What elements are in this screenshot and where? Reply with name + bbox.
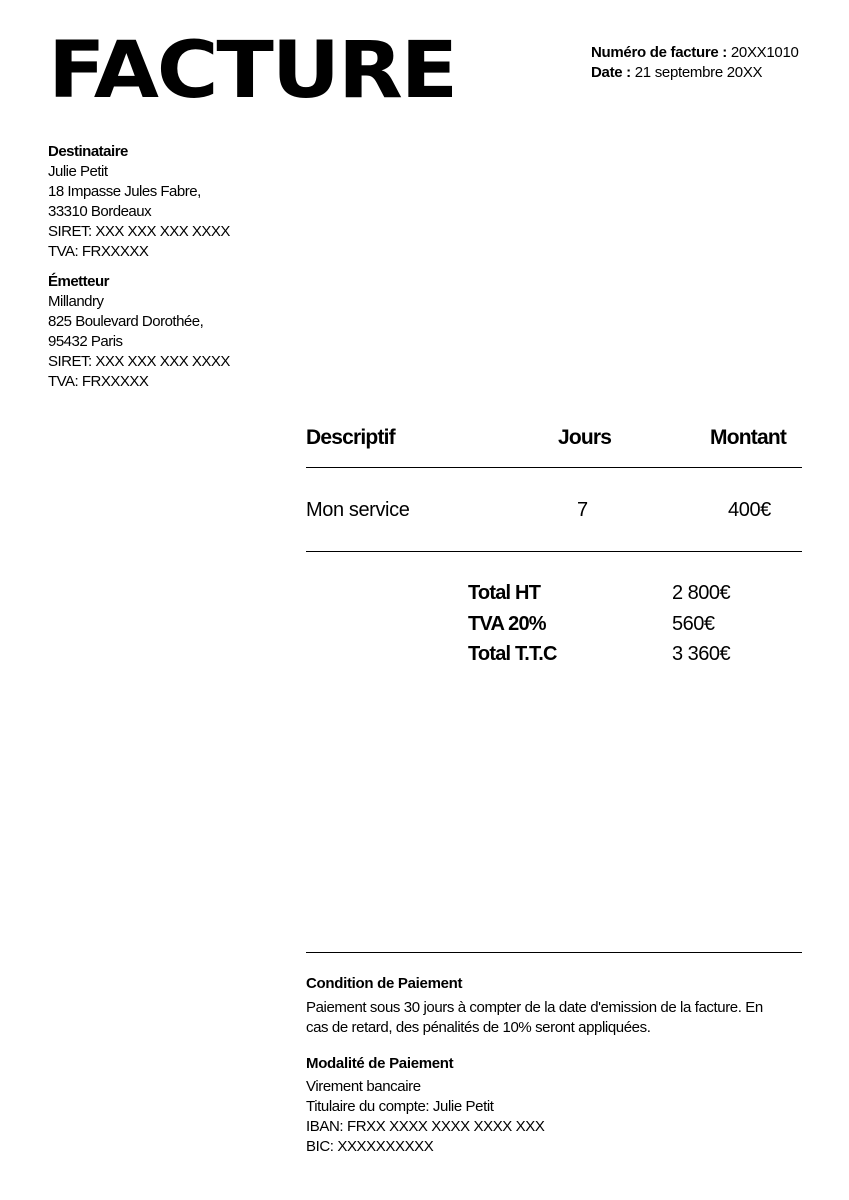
payment-condition-heading: Condition de Paiement <box>306 975 463 992</box>
invoice-title: FACTURE <box>48 26 457 116</box>
footer-divider <box>306 952 802 953</box>
invoice-number-label: Numéro de facture : <box>591 44 727 61</box>
table-header-divider <box>306 467 802 468</box>
invoice-date-label: Date : <box>591 64 631 81</box>
recipient-siret: SIRET: XXX XXX XXX XXXX <box>48 223 230 240</box>
payment-method-heading: Modalité de Paiement <box>306 1055 454 1072</box>
payment-method-type: Virement bancaire <box>306 1078 421 1095</box>
tva-label: TVA 20% <box>468 613 546 635</box>
row-days: 7 <box>577 499 588 521</box>
invoice-number-line <box>591 43 799 63</box>
total-ttc-label: Total T.T.C <box>468 643 557 665</box>
invoice-meta <box>591 43 799 83</box>
issuer-name: Millandry <box>48 293 104 310</box>
recipient-heading: Destinataire <box>48 143 128 160</box>
invoice-date: 21 septembre 20XX <box>634 64 763 81</box>
invoice-date-line <box>591 63 799 83</box>
issuer-block <box>48 272 230 392</box>
total-ttc-value: 3 360€ <box>672 643 731 665</box>
row-amount: 400€ <box>728 499 771 521</box>
issuer-siret: SIRET: XXX XXX XXX XXXX <box>48 353 230 370</box>
tva-value: 560€ <box>672 613 715 635</box>
col-header-amount: Montant <box>710 426 787 449</box>
recipient-tva: TVA: FRXXXXX <box>48 243 149 260</box>
recipient-address-city: 33310 Bordeaux <box>48 203 152 220</box>
total-ht-label: Total HT <box>468 582 541 604</box>
issuer-address-city: 95432 Paris <box>48 333 123 350</box>
total-ht-value: 2 800€ <box>672 582 731 604</box>
issuer-heading: Émetteur <box>48 273 110 290</box>
row-description: Mon service <box>306 499 410 521</box>
account-holder: Titulaire du compte: Julie Petit <box>306 1098 494 1115</box>
issuer-tva: TVA: FRXXXXX <box>48 373 149 390</box>
col-header-days: Jours <box>558 426 612 449</box>
bic: BIC: XXXXXXXXXX <box>306 1138 434 1155</box>
recipient-block <box>48 142 230 262</box>
invoice-number: 20XX1010 <box>730 44 799 61</box>
iban: IBAN: FRXX XXXX XXXX XXXX XXX <box>306 1118 545 1135</box>
recipient-name: Julie Petit <box>48 163 108 180</box>
recipient-address-street: 18 Impasse Jules Fabre, <box>48 183 201 200</box>
table-row-divider <box>306 551 802 552</box>
payment-method-block <box>306 1077 786 1157</box>
col-header-description: Descriptif <box>306 426 395 449</box>
payment-condition-text: Paiement sous 30 jours à compter de la date d'emission de la facture. En cas de retard, des pénalités de 10% seront appliquées. <box>306 999 763 1036</box>
issuer-address-street: 825 Boulevard Dorothée, <box>48 313 204 330</box>
